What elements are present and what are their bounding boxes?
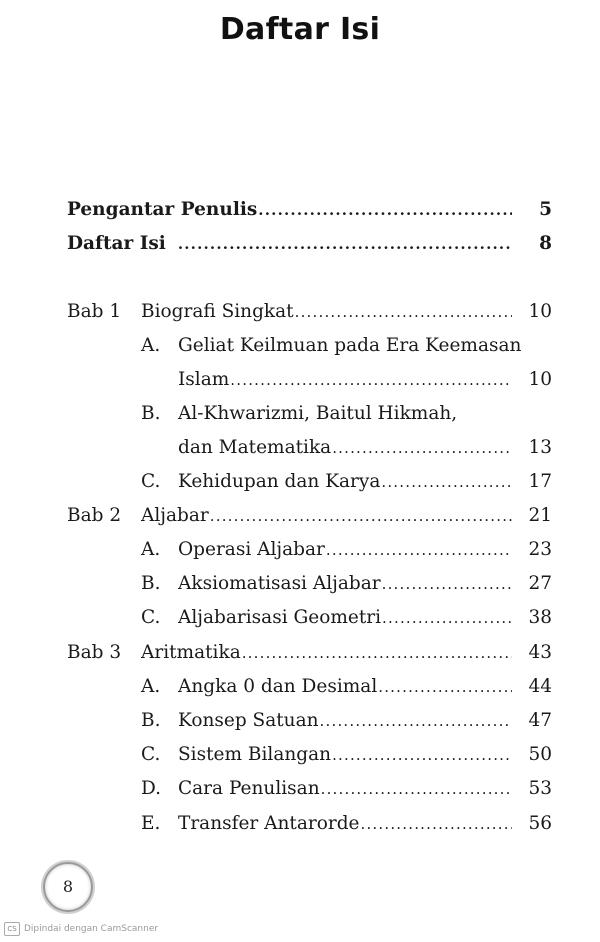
chapter-label: Bab 3: [67, 642, 122, 663]
dot-leader: [320, 707, 512, 735]
section-title: Angka 0 dan Desimal: [178, 676, 378, 697]
toc-page-number: 44: [528, 676, 552, 697]
dot-leader: [210, 502, 512, 530]
toc-page-number: 53: [528, 778, 552, 799]
section-letter: A.: [141, 539, 161, 560]
section-title: Kehidupan dan Karya: [178, 471, 381, 492]
dot-leader: [382, 604, 512, 632]
toc-page-number: 23: [528, 539, 552, 560]
dot-leader: [326, 536, 512, 564]
dot-leader: [242, 639, 512, 667]
toc-page-number: 5: [539, 199, 552, 220]
toc-section-row: [0, 536, 600, 564]
section-letter: C.: [141, 471, 161, 492]
toc-section-row: [0, 570, 600, 598]
page-title: Daftar Isi: [219, 12, 381, 47]
toc-section-row: [0, 604, 600, 632]
section-letter: B.: [141, 403, 161, 424]
dot-leader: [295, 298, 512, 326]
toc-section-row: [0, 810, 600, 838]
section-letter: A.: [141, 676, 161, 697]
toc-section-row-cont: [0, 366, 600, 394]
section-title: Aksiomatisasi Aljabar: [178, 573, 381, 594]
toc-front-row: [0, 196, 600, 224]
chapter-title: Biografi Singkat: [141, 301, 294, 322]
section-title: Geliat Keilmuan pada Era Keemasan: [178, 335, 522, 356]
section-title: Al-Khwarizmi, Baitul Hikmah,: [178, 403, 458, 424]
toc-section-row: [0, 400, 600, 428]
section-letter: E.: [141, 813, 161, 834]
toc-section-row: [0, 741, 600, 769]
dot-leader: [230, 366, 512, 394]
section-letter: B.: [141, 573, 161, 594]
toc-chapter-row: [0, 298, 600, 326]
toc-page-number: 21: [528, 505, 552, 526]
dot-leader: [321, 775, 512, 803]
toc-chapter-row: [0, 639, 600, 667]
section-letter: C.: [141, 744, 161, 765]
toc-section-row: [0, 673, 600, 701]
toc-chapter-row: [0, 502, 600, 530]
chapter-title: Aritmatika: [141, 642, 241, 663]
toc-entry-title: Daftar Isi: [67, 233, 166, 254]
toc-section-row: [0, 707, 600, 735]
dot-leader: [258, 196, 512, 224]
section-title: Sistem Bilangan: [178, 744, 332, 765]
section-title: Aljabarisasi Geometri: [178, 607, 382, 628]
dot-leader: [361, 810, 513, 838]
toc-section-row: [0, 332, 600, 360]
section-title: Operasi Aljabar: [178, 539, 325, 560]
toc-page-number: 56: [528, 813, 552, 834]
dot-leader: [178, 230, 512, 258]
toc-page-number: 13: [528, 437, 552, 458]
toc-page-number: 17: [528, 471, 552, 492]
camscanner-logo-icon: CS: [4, 922, 20, 936]
dot-leader: [382, 570, 512, 598]
dot-leader: [332, 741, 512, 769]
toc-page-number: 27: [528, 573, 552, 594]
dot-leader: [381, 468, 512, 496]
toc-page-number: 10: [528, 369, 552, 390]
toc-page-number: 43: [528, 642, 552, 663]
toc-page-number: 50: [528, 744, 552, 765]
section-letter: C.: [141, 607, 161, 628]
chapter-label: Bab 1: [67, 301, 122, 322]
toc-front-row: [0, 230, 600, 258]
footer-page-number: 8: [62, 877, 74, 896]
scanner-watermark: [4, 922, 158, 936]
toc-page-number: 38: [528, 607, 552, 628]
chapter-label: Bab 2: [67, 505, 122, 526]
section-title: Konsep Satuan: [178, 710, 319, 731]
toc-page-number: 10: [528, 301, 552, 322]
section-letter: B.: [141, 710, 161, 731]
toc-page-number: 47: [528, 710, 552, 731]
toc-section-row-cont: [0, 434, 600, 462]
chapter-title: Aljabar: [141, 505, 209, 526]
scanner-watermark-text: Dipindai dengan CamScanner: [24, 924, 159, 934]
section-letter: D.: [141, 778, 162, 799]
section-letter: A.: [141, 335, 161, 356]
toc-page-number: 8: [539, 233, 552, 254]
section-title-cont: Islam: [178, 369, 230, 390]
toc-entry-title: Pengantar Penulis: [67, 199, 258, 220]
dot-leader: [378, 673, 512, 701]
dot-leader: [332, 434, 512, 462]
toc-section-row: [0, 775, 600, 803]
section-title: Cara Penulisan: [178, 778, 320, 799]
section-title-cont: dan Matematika: [178, 437, 332, 458]
toc-section-row: [0, 468, 600, 496]
section-title: Transfer Antarorde: [178, 813, 360, 834]
